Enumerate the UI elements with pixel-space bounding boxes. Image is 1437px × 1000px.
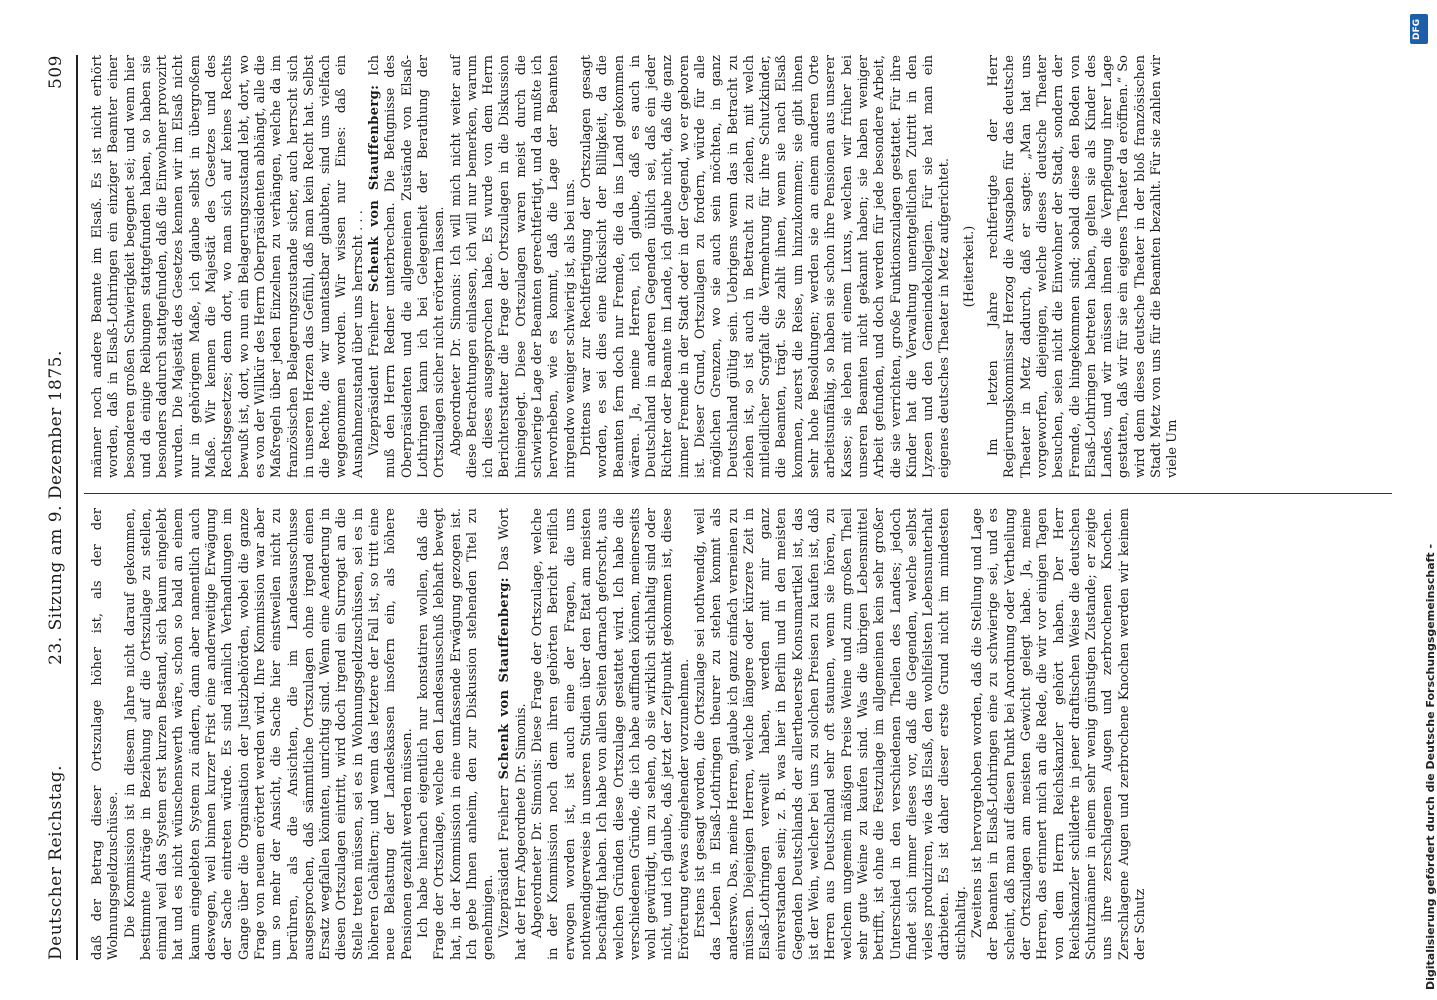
header-rule bbox=[76, 55, 78, 960]
paragraph: Abgeordneter Dr. Simonis: Diese Frage der Ortszulage, welche in der Kommission noch dem ihren gehörten Bericht reiflich erwogen worden ist, ist auch eine der Fragen, die uns nothwendigerweise in unseren Studien über den Etat am meisten beschäftigt haben. Ich habe von allen Seiten darnach geforscht, aus welchen Gründen diese Ortszulage gestattet wird. Ich habe die verschiedenen Gründe, die ich habe auffinden können, meinerseits wohl gewürdigt, um zu sehen, ob sie wirklich stichhaltig sind oder nicht, und ich glaube, daß jetzt der Zeitpunkt gekommen ist, diese Erörterung etwas eingehender vorzunehmen. bbox=[530, 508, 692, 960]
speaker-text: Das Wort hat der Herr Abgeordnete Dr. Simonis. bbox=[497, 508, 529, 960]
paragraph: Drittens war zur Rechtfertigung der Ortszulagen gesagt worden, es sei dies eine Rücksicht der Billigkeit, da die Beamten fern doch nur Fremde, die da ins Land gekommen wären. Ja, meine Herren, ich glaube, daß es auch in Deutschland in anderen Gegenden üblich sei, daß ein jeder Richter oder Beamte im Lande, ich glaube nicht, daß die ganz immer Fremde in der Stadt oder in der Gegend, wo er geboren ist. Dieser Grund, Ortszulagen zu fordern, würde für alle möglichen Grenzen, wo sie auch sein möchten, in ganz Deutschland gültig sein. Uebrigens wenn das in Betracht zu ziehen ist, so ist auch in Betracht zu ziehen, mit welch mitleidlicher Sorgfalt die Vermehrung für ihre Schutzkinder, die Beamten, trägt. Sie zahlt ihnen, wenn sie nach Elsaß kommen, zuerst die Reise, um hinzukommen; sie gibt ihnen sehr hohe Besoldungen; werden sie an einem anderen Orte arbeitsunfähig, so haben sie schon ihre Pensionen aus unserer Kasse; sie leben mit einem Luxus, welchen wir früher bei unseren Beamten nicht gekannt haben; sie haben weniger Arbeit gefunden, und doch werden für jede besondere Arbeit, die sie verrichten, große Funktionszulagen gestattet. Für ihre Kinder hat die Verwaltung unentgeltlichen Zutritt in den Lyzeen und den Gemeindekollegien. Für sie hat man ein eigenes deutsches Theater in Metz aufgerichtet. bbox=[578, 55, 953, 478]
running-title: Deutscher Reichstag. bbox=[46, 765, 66, 960]
left-column bbox=[90, 508, 1392, 960]
speaker-intro bbox=[497, 508, 530, 960]
right-column bbox=[90, 55, 1392, 478]
paragraph: Zweitens ist hervorgehoben worden, daß die Stellung und Lage der Beamten in Elsaß-Lothringen eine zu schwierige sei, und es scheint, daß man auf diesen Punkt bei Anordnung oder Vertheilung der Ortszulagen am meisten Gewicht gelegt habe. Ja, meine Herren, das erinnert mich an die Rede, die wir vor einigen Tagen von dem Herrn Reichskanzler gehört haben. Der Herr Reichskanzler schilderte in jener draftischen Weise die deutschen Schutzmänner in einem sehr wenig günstigen Zustande; er zeigte uns ihre zerschlagenen Augen und zerbrochenen Knochen. Zerschlagene Augen und zerbrochene Knochen werden wir keinem der Schutz bbox=[970, 508, 1148, 960]
paragraph: Abgeordneter Dr. Simonis: Ich will mich nicht weiter auf diese Betrachtungen einlassen, ich will nur bemerken, warum ich dieses ausgesprochen habe. Es wurde von dem Herrn Berichterstatter die Frage der Ortszulagen in die Diskussion hineingelegt. Diese Ortszulagen waren meist durch die schwierige Lage der Beamten gerechtfertigt, und da mußte ich hervorheben, wie es kommt, daß die Lage der Beamten nirgendwo weniger schwierig ist, als bei uns. bbox=[448, 55, 578, 478]
page-number: 509 bbox=[46, 55, 66, 89]
speaker-prefix: Vizepräsident Freiherr bbox=[497, 785, 513, 938]
speaker-intro bbox=[367, 55, 448, 478]
paragraph: Die Kommission ist in diesem Jahre nicht darauf gekommen, bestimmte Anträge in Beziehung auf die Ortszulage zu stellen, einmal weil das System erst kurzen Bestand, sich kaum eingelebt hat und es nicht wünschenswerth wäre, schon so bald an einem kaum eingelebten System zu ändern, dann aber namentlich auch deswegen, weil binnen kurzer Frist eine anderweitige Erwägung der Sache eintreten würde. Es sind nämlich Verhandlungen im Gange über die Organisation der Justizbehörden, wobei die ganze Frage von neuem erörtert werden wird. Ihre Kommission war aber um so mehr der Ansicht, die Sache hier einstweilen nicht zu berühren, als die Ansichten, die im Landesausschusse ausgesprochen, daß sämmtliche Ortszulagen ohne irgend einen Ersatz wegfallen könnten, unrichtig sind. Wenn eine Aenderung in diesen Ortszulagen eintritt, wird doch irgend ein Surrogat an die Stelle treten müssen, sei es in Wohnungsgeldzuschüssen, sei es in höheren Gehältern; und wenn das letztere der Fall ist, so tritt eine neue Belastung der Landeskassen insofern ein, als höhere Pensionen gezahlt werden müssen. bbox=[122, 508, 415, 960]
column-divider bbox=[84, 493, 1392, 494]
digitization-credit bbox=[1406, 0, 1437, 1000]
dfg-logo: DFG bbox=[1410, 14, 1428, 44]
session-title: 23. Sitzung am 9. Dezember 1875. bbox=[46, 350, 66, 665]
speaker-prefix: Vizepräsident Freiherr bbox=[367, 300, 383, 456]
speaker-name: Schenk von Stauffenberg: bbox=[367, 84, 383, 293]
laughter-note: (Heiterkeit.) bbox=[961, 225, 977, 308]
credit-text: Digitalisierung gefördert durch die Deutsche Forschungsgemeinschaft - bbox=[1424, 543, 1437, 990]
paragraph: daß der Betrag dieser Ortszulage höher ist, als der der Wohnungsgeldzuschüsse. bbox=[90, 508, 122, 960]
paragraph: Ich habe hiernach eigentlich nur konstatiren wollen, daß die Frage der Ortszulage, welche den Landesausschuß lebhaft bewegt hat, in der Kommission in eine umfassende Erwägung gezogen ist. Ich gebe Ihnen anheim, den zur Diskussion stehenden Titel zu genehmigen. bbox=[415, 508, 497, 960]
speaker-text: Ich muß den Herrn Redner unterbrechen. Die Befugnisse des Oberpräsidenten und die allgemeinen Zustände von Elsaß-Lothringen kann ich bei Gelegenheit der Berathung der Ortszulagen sicher nicht erörtern lassen. bbox=[367, 55, 448, 478]
paragraph: Im letzten Jahre rechtfertigte der Herr Regierungskommissar Herzog die Ausgaben für das deutsche Theater in Metz dadurch, daß er sagte: „Man hat uns vorgeworfen, diejenigen, welche dieses deutsche Theater besuchen, seien nicht die Einwohner der Stadt, sondern der Fremde, die hingekommen sind; sobald diese den Boden von Elsaß-Lothringen betreten haben, gelten sie als Kinder des Landes, und wir müssen ihnen die Verpflegung ihrer Lage gestatten, daß wir für sie ein eigenes Theater da eröffnen.“ So wird denn dieses deutsche Theater in der bloß französischen Stadt Metz von uns für die Beamten bezahlt. Für sie zahlen wir viele Um bbox=[986, 55, 1181, 478]
speaker-name: Schenk von Stauffenberg: bbox=[497, 577, 513, 780]
paragraph: Erstens ist gesagt worden, die Ortszulage sei nothwendig, weil das Leben in Elsaß-Lothringen theurer zu stehen kommt als anderswo. Das, meine Herren, glaube ich ganz einfach verneinen zu müssen. Diejenigen Herren, welche längere oder kürzere Zeit in Elsaß-Lothringen verweilt haben, werden mit mir ganz einverstanden sein; z. B. was hier in Berlin und in den meisten Gegenden Deutschlands der allertheuerste Konsumartikel ist, das ist der Wein, welcher bei uns zu solchen Preisen zu kaufen ist, daß Herren aus Deutschland sehr oft staunen, wenn sie hören, zu welchem ungemein mäßigen Preise Weine und zum großen Theil sehr gute Weine zu kaufen sind. Was die übrigen Lebensmittel betrifft, ist ohne die Festzulage im allgemeinen kein sehr großer Unterschied in den verschiedenen Theilen des Landes; jedoch findet sich immer dieses vor, daß die Gegenden, welche selbst vieles produziren, wie das Elsaß, den wohlfeilsten Lebensunterhalt darbieten. Es ist daher dieser erste Grund nicht im mindesten stichhaltig. bbox=[692, 508, 969, 960]
paragraph: männer noch andere Beamte im Elsaß. Es ist nicht erhört worden, daß in Elsaß-Lothringen ein einziger Beamter einer besonderen großen Schwierigkeit begegnet sei; und wenn hier und da einige Reibungen stattgefunden haben, so haben sie besonders dadurch stattgefunden, daß die Einwohner provozirt wurden. Die Majestät des Gesetzes kennen wir im Elsaß nicht nur in gehörigem Maße, ich glaube selbst in übergroßem Maße. Wir kennen die Majestät des Gesetzes und des Rechtsgesetzes; denn dort, wo man sich auf keines Rechts bewußt ist, dort, wo nun ein Belagerungszustand lebt, dort, wo es von der Willkür des Herrn Oberpräsidenten abhängt, alle die Maßregeln über jeden Einzelnen zu verhängen, welche da im französischen Belagerungszustande sicher, auch herrscht sich in unseren Herzen das Gefühl, daß man kein Recht hat. Selbst die Rechte, die wir unantastbar glaubten, sind uns vielfach weggenommen worden. Wir wissen nur Eines: daß ein Ausnahmezustand über uns herrscht . . . bbox=[90, 55, 366, 478]
